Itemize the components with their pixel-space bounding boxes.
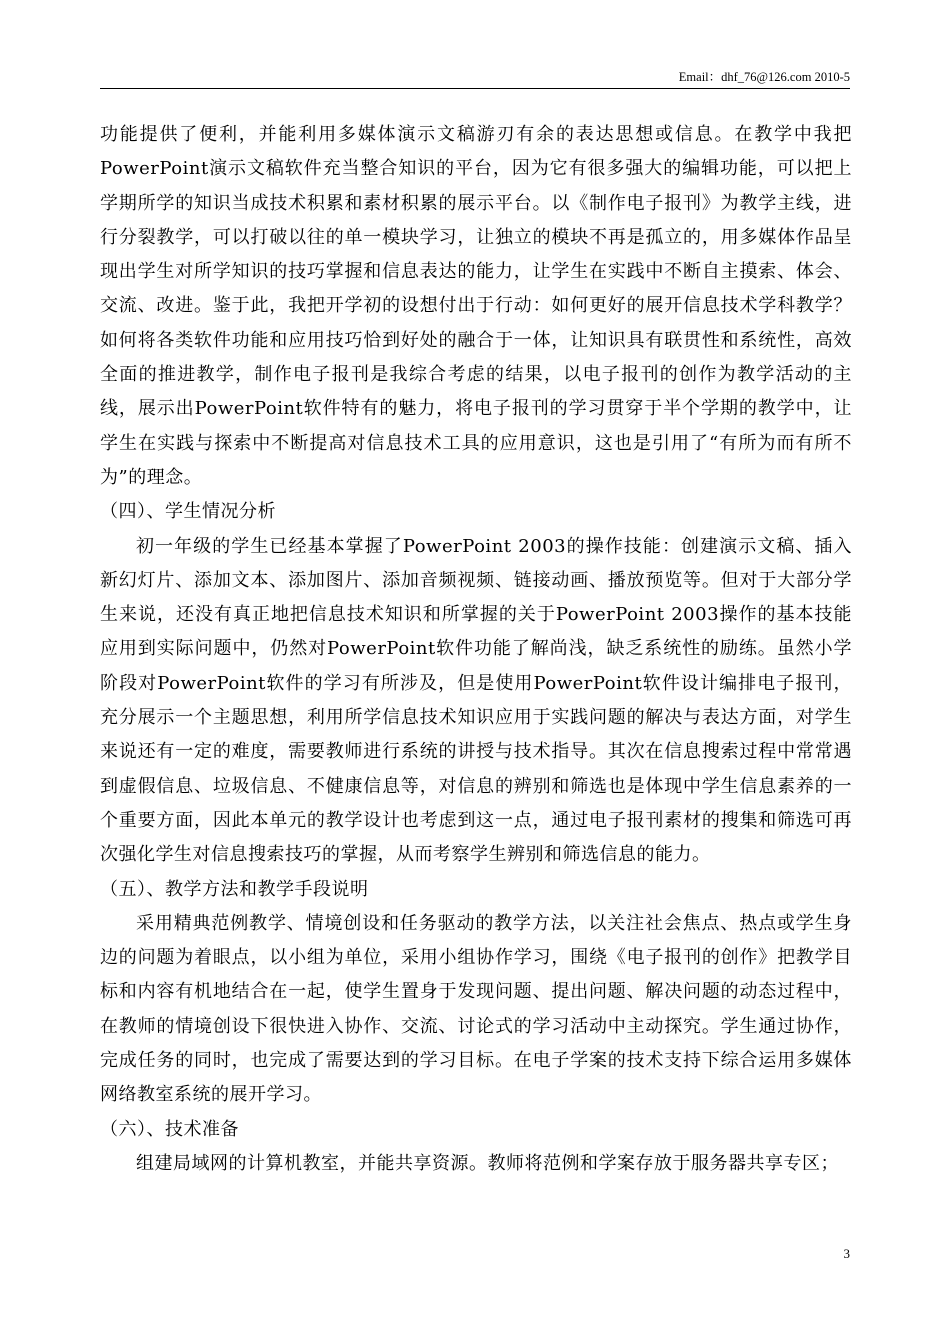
section-heading-tech-prep: （六）、技术准备: [100, 1118, 239, 1140]
section-heading-student-analysis: （四）、学生情况分析: [100, 501, 276, 523]
page-number: 3: [843, 1246, 850, 1261]
paragraph-student-analysis: 初一年级的学生已经基本掌握了PowerPoint 2003的操作技能：创建演示文稿、插入新幻灯片、添加文本、添加图片、添加音频视频、链接动画、播放预览等。但对于大部分学生来说，还没有真正地把信息技术知识和所掌握的关于PowerPoint 2003操作的基本技能应用到实际问题中，仍然对PowerPoint软件功能了解尚浅，缺乏系统性的励练。虽然小学阶段对PowerPoint软件的学习有所涉及，但是使用PowerPoint软件设计编排电子报刊，充分展示一个主题思想，利用所学信息技术知识应用于实践问题的解决与表达方面，对学生来说还有一定的难度，需要教师进行系统的讲授与技术指导。其次在信息搜索过程中常常遇到虚假信息、垃圾信息、不健康信息等，对信息的辨别和筛选也是体现中学生信息素养的一个重要方面，因此本单元的教学设计也考虑到这一点，通过电子报刊素材的搜集和筛选可再次强化学生对信息搜索技巧的掌握，从而考察学生辨别和筛选信息的能力。: [100, 535, 852, 866]
header-rule: [100, 88, 850, 89]
paragraph-tech-prep: 组建局域网的计算机教室，并能共享资源。教师将范例和学案存放于服务器共享专区；: [136, 1152, 839, 1174]
document-body: [100, 118, 852, 1181]
section-heading-teaching-methods: （五）、教学方法和教学手段说明: [100, 878, 369, 900]
paragraph-teaching-methods: 采用精典范例教学、情境创设和任务驱动的教学方法，以关注社会焦点、热点或学生身边的问题为着眼点，以小组为单位，采用小组协作学习，围绕《电子报刊的创作》把教学目标和内容有机地结合在一起，使学生置身于发现问题、提出问题、解决问题的动态过程中，在教师的情境创设下很快进入协作、交流、讨论式的学习活动中主动探究。学生通过协作，完成任务的同时，也完成了需要达到的学习目标。在电子学案的技术支持下综合运用多媒体网络教室系统的展开学习。: [100, 912, 852, 1106]
paragraph-continuation: 功能提供了便利，并能利用多媒体演示文稿游刃有余的表达思想或信息。在教学中我把PowerPoint演示文稿软件充当整合知识的平台，因为它有很多强大的编辑功能，可以把上学期所学的知识当成技术积累和素材积累的展示平台。以《制作电子报刊》为教学主线，进行分裂教学，可以打破以往的单一模块学习，让独立的模块不再是孤立的，用多媒体作品呈现出学生对所学知识的技巧掌握和信息表达的能力，让学生在实践中不断自主摸索、体会、交流、改进。鉴于此，我把开学初的设想付出于行动：如何更好的展开信息技术学科教学？如何将各类软件功能和应用技巧恰到好处的融合于一体，让知识具有联贯性和系统性，高效全面的推进教学，制作电子报刊是我综合考虑的结果，以电子报刊的创作为教学活动的主线，展示出PowerPoint软件特有的魅力，将电子报刊的学习贯穿于半个学期的教学中，让学生在实践与探索中不断提高对信息技术工具的应用意识，这也是引用了“有所为而有所不为”的理念。: [100, 124, 852, 488]
page-header: Email：dhf_76@126.com 2010-5: [678, 70, 850, 84]
